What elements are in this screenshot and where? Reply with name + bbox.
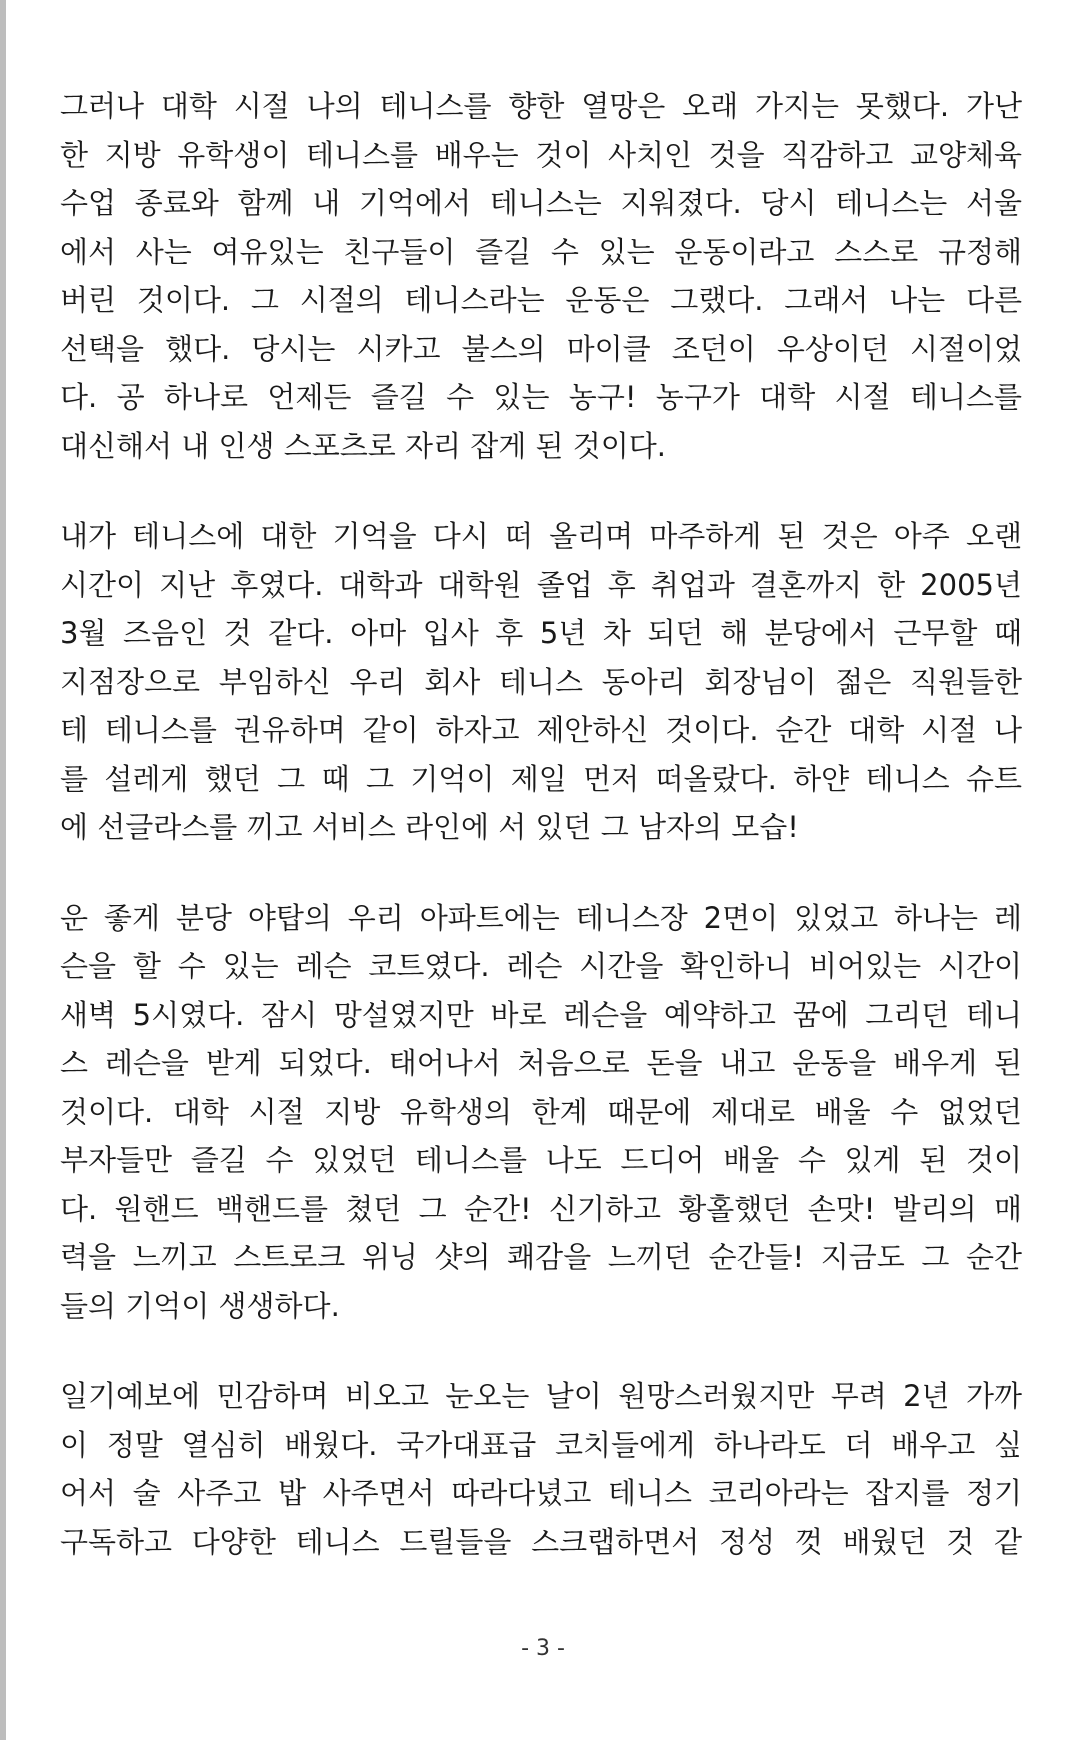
- document-page: [6, 0, 1080, 1740]
- text-line: 들의 기억이 생생하다.: [60, 1288, 340, 1323]
- text-line: 력을 느끼고 스트로크 위닝 샷의 쾌감을 느끼던 순간들! 지금도 그 순간: [60, 1240, 1022, 1274]
- text-line: 스 레슨을 받게 되었다. 태어나서 처음으로 돈을 내고 운동을 배우게 된: [60, 1046, 1022, 1080]
- text-line: 부자들만 즐길 수 있었던 테니스를 나도 드디어 배울 수 있게 된 것이: [60, 1143, 1022, 1177]
- text-line: 다. 공 하나로 언제든 즐길 수 있는 농구! 농구가 대학 시절 테니스를: [60, 380, 1022, 414]
- document-body: [60, 82, 1022, 1608]
- text-line: 다. 원핸드 백핸드를 쳤던 그 순간! 신기하고 황홀했던 손맛! 발리의 매: [60, 1191, 1022, 1226]
- text-line: 대신해서 내 인생 스포츠로 자리 잡게 된 것이다.: [60, 428, 667, 463]
- text-line: 수업 종료와 함께 내 기억에서 테니스는 지워졌다. 당시 테니스는 서울: [60, 186, 1022, 220]
- text-line: 슨을 할 수 있는 레슨 코트였다. 레슨 시간을 확인하니 비어있는 시간이: [60, 949, 1022, 983]
- paragraph-2: [60, 512, 1022, 852]
- text-line: 일기예보에 민감하며 비오고 눈오는 날이 원망스러웠지만 무려 2년 가까: [60, 1379, 1022, 1413]
- paragraph-1: [60, 82, 1022, 470]
- text-line: 그러나 대학 시절 나의 테니스를 향한 열망은 오래 가지는 못했다. 가난: [60, 89, 1022, 123]
- text-line: 3월 즈음인 것 같다. 아마 입사 후 5년 차 되던 해 분당에서 근무할 때: [60, 616, 1022, 650]
- text-line: 에 선글라스를 끼고 서비스 라인에 서 있던 그 남자의 모습!: [60, 810, 799, 844]
- text-line: 지점장으로 부임하신 우리 회사 테니스 동아리 회장님이 젊은 직원들한: [60, 664, 1022, 699]
- text-line: 를 설레게 했던 그 때 그 기억이 제일 먼저 떠올랐다. 하얀 테니스 슈트: [60, 761, 1022, 796]
- paragraph-3: [60, 894, 1022, 1331]
- page-number: - 3 -: [521, 1636, 565, 1661]
- text-line: 내가 테니스에 대한 기억을 다시 떠 올리며 마주하게 된 것은 아주 오랜: [60, 519, 1022, 553]
- text-line: 테 테니스를 권유하며 같이 하자고 제안하신 것이다. 순간 대학 시절 나: [60, 713, 1022, 747]
- paragraph-4: [60, 1372, 1022, 1566]
- text-line: 에서 사는 여유있는 친구들이 즐길 수 있는 운동이라고 스스로 규정해: [60, 234, 1022, 269]
- text-line: 선택을 했다. 당시는 시카고 불스의 마이클 조던이 우상이던 시절이었: [60, 331, 1022, 366]
- text-line: 시간이 지난 후였다. 대학과 대학원 졸업 후 취업과 결혼까지 한 2005년: [60, 567, 1022, 602]
- text-line: 어서 술 사주고 밥 사주면서 따라다녔고 테니스 코리아라는 잡지를 정기: [60, 1476, 1022, 1510]
- text-line: 이 정말 열심히 배웠다. 국가대표급 코치들에게 하나라도 더 배우고 싶: [60, 1427, 1022, 1462]
- text-line: 새벽 5시였다. 잠시 망설였지만 바로 레슨을 예약하고 꿈에 그리던 테니: [60, 997, 1022, 1032]
- text-line: 것이다. 대학 시절 지방 유학생의 한계 때문에 제대로 배울 수 없었던: [60, 1094, 1022, 1129]
- text-line: 운 좋게 분당 야탑의 우리 아파트에는 테니스장 2면이 있었고 하나는 레: [60, 900, 1022, 935]
- text-line: 구독하고 다양한 테니스 드릴들을 스크랩하면서 정성 껏 배웠던 것 같: [60, 1524, 1022, 1559]
- text-line: 한 지방 유학생이 테니스를 배우는 것이 사치인 것을 직감하고 교양체육: [60, 137, 1022, 172]
- text-line: 버린 것이다. 그 시절의 테니스라는 운동은 그랬다. 그래서 나는 다른: [60, 283, 1022, 317]
